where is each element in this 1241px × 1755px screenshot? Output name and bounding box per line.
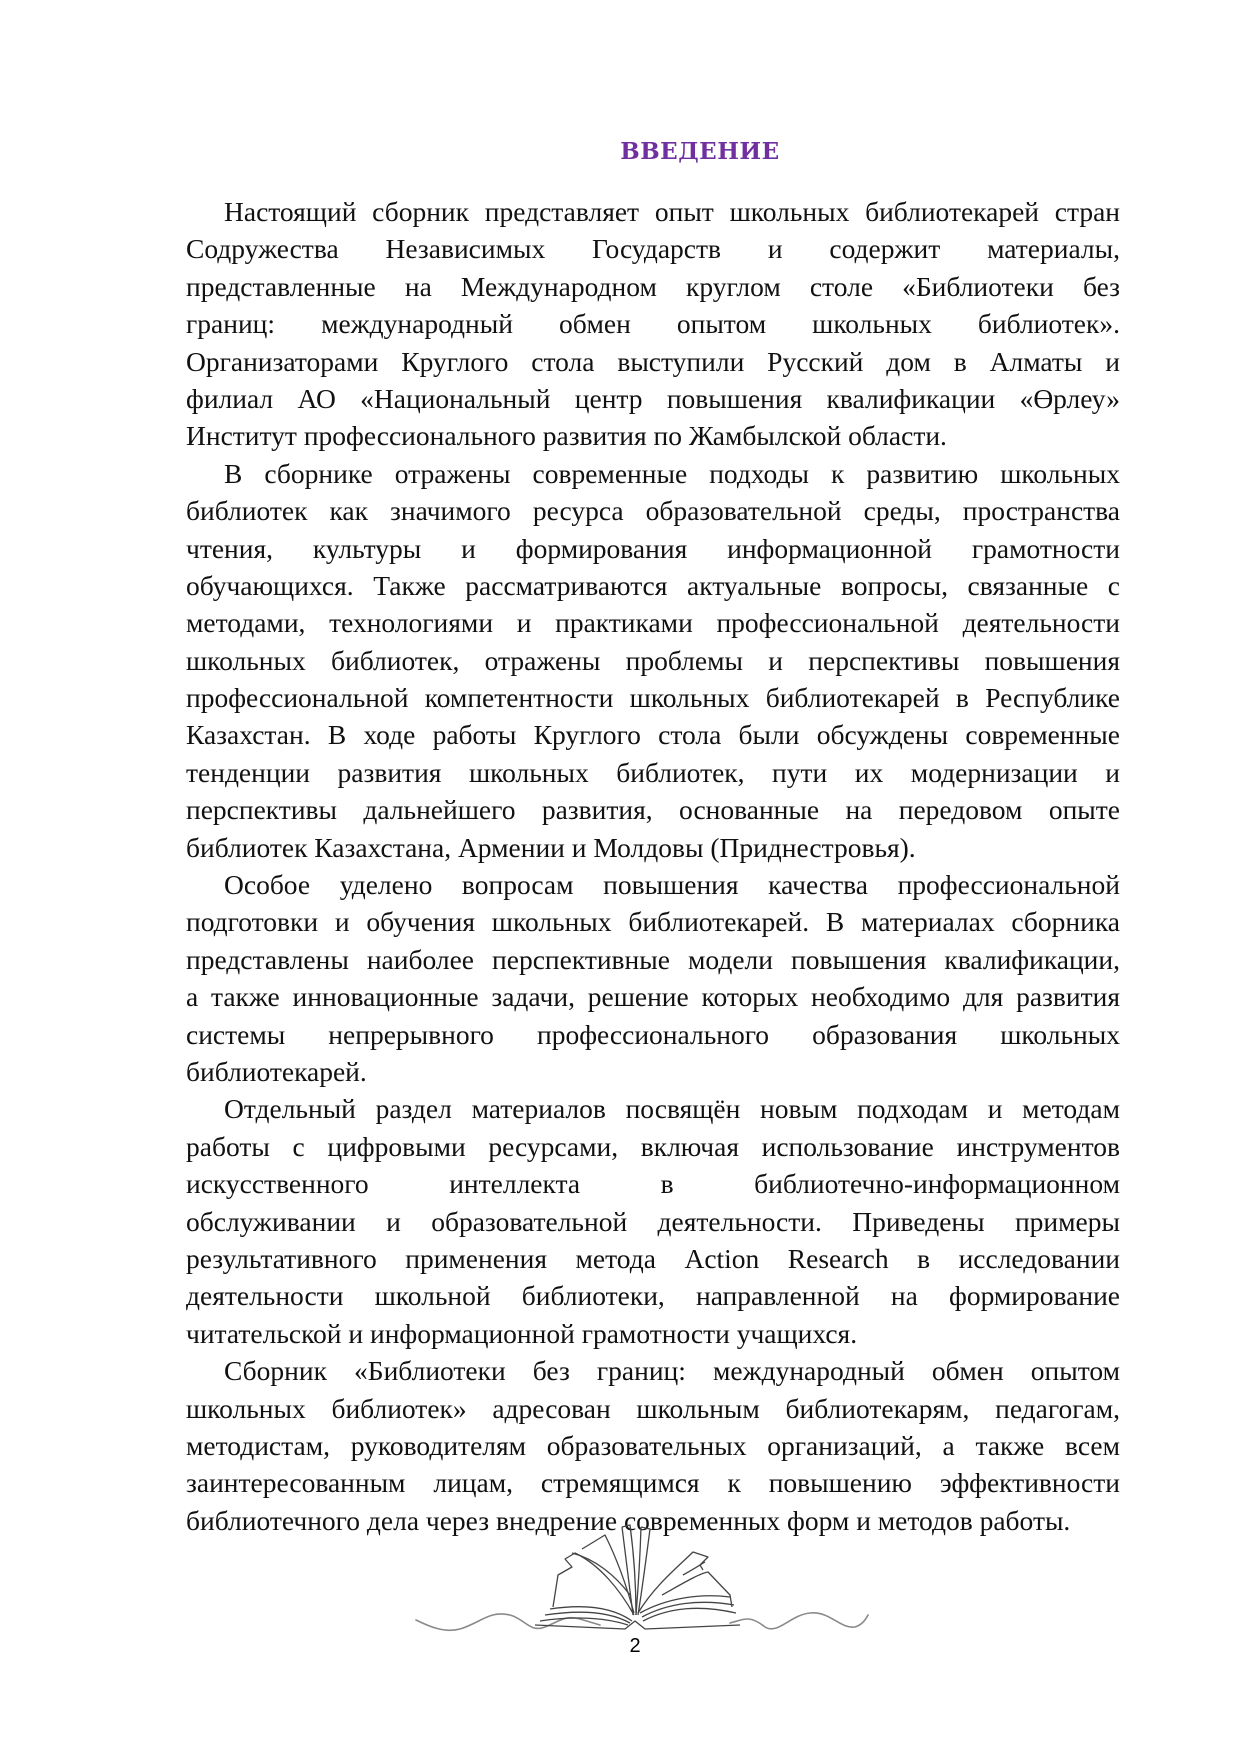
text-line: представлены наиболее перспективные модели повышения квалификации, (186, 943, 1120, 975)
text-line: перспективы дальнейшего развития, основанные на передовом опыте (186, 794, 1120, 826)
text-line: чтения, культуры и формирования информационной грамотности (186, 532, 1120, 564)
text-line: обслуживании и образовательной деятельности. Приведены примеры (186, 1205, 1120, 1237)
text-line: деятельности школьной библиотеки, направленной на формирование (186, 1280, 1120, 1312)
text-line: профессиональной компетентности школьных библиотекарей в Республике (186, 682, 1120, 714)
page-number: 2 (629, 1635, 641, 1657)
text-line: представленные на Международном круглом столе «Библиотеки без (186, 270, 1120, 302)
text-line: обучающихся. Также рассматриваются актуальные вопросы, связанные с (186, 569, 1120, 601)
open-book-wave-icon (400, 1515, 870, 1645)
text-line: читательской и информационной грамотности учащихся. (186, 1317, 858, 1349)
text-line: Организаторами Круглого стола выступили Русский дом в Алматы и (186, 345, 1120, 377)
text-line: заинтересованным лицам, стремящимся к повышению эффективности (186, 1467, 1120, 1499)
text-line: библиотек Казахстана, Армении и Молдовы (Приднестровья). (186, 831, 916, 863)
text-line: подготовки и обучения школьных библиотекарей. В материалах сборника (186, 906, 1120, 938)
text-line: границ: международный обмен опытом школьных библиотек». (186, 308, 1120, 340)
paragraph (186, 455, 1120, 866)
text-line: результативного применения метода Action Research в исследовании (186, 1242, 1120, 1274)
text-line: Особое уделено вопросам повышения качества профессиональной (224, 869, 1120, 901)
text-line: библиотекарей. (186, 1055, 367, 1087)
text-line: работы с цифровыми ресурсами, включая использование инструментов (186, 1130, 1120, 1162)
text-line: искусственного интеллекта в библиотечно-информационном (186, 1168, 1120, 1200)
text-line: Казахстан. В ходе работы Круглого стола были обсуждены современные (186, 719, 1120, 751)
text-line: Сборник «Библиотеки без границ: международный обмен опытом (224, 1355, 1120, 1387)
paragraph (186, 1090, 1120, 1352)
text-line: методистам, руководителям образовательных организаций, а также всем (186, 1429, 1120, 1461)
text-line: филиал АО «Национальный центр повышения квалификации «Өрлеу» (186, 382, 1120, 414)
section-title: ВВЕДЕНИЕ (620, 138, 780, 165)
paragraph (186, 193, 1120, 455)
body-text (186, 193, 1120, 1539)
text-line: библиотек как значимого ресурса образовательной среды, пространства (186, 495, 1120, 527)
text-line: методами, технологиями и практиками профессиональной деятельности (186, 607, 1120, 639)
wave-right (730, 1613, 868, 1629)
text-line: тенденции развития школьных библиотек, пути их модернизации и (186, 756, 1120, 788)
text-line: системы непрерывного профессионального образования школьных (186, 1018, 1120, 1050)
paragraph (186, 1352, 1120, 1539)
text-line: школьных библиотек» адресован школьным библиотекарям, педагогам, (186, 1392, 1120, 1424)
text-line: а также инновационные задачи, решение которых необходимо для развития (186, 981, 1120, 1013)
paragraph (186, 866, 1120, 1090)
text-line: В сборнике отражены современные подходы к развитию школьных (224, 457, 1120, 489)
wave-left (416, 1614, 600, 1630)
text-line: Институт профессионального развития по Жамбылской области. (186, 420, 947, 452)
text-line: Отдельный раздел материалов посвящён новым подходам и методам (224, 1093, 1120, 1125)
text-line: Содружества Независимых Государств и содержит материалы, (186, 233, 1120, 265)
text-line: библиотечного дела через внедрение современных форм и методов работы. (186, 1504, 1071, 1536)
text-line: Настоящий сборник представляет опыт школьных библиотекарей стран (224, 196, 1120, 227)
text-line: школьных библиотек, отражены проблемы и перспективы повышения (186, 644, 1120, 676)
